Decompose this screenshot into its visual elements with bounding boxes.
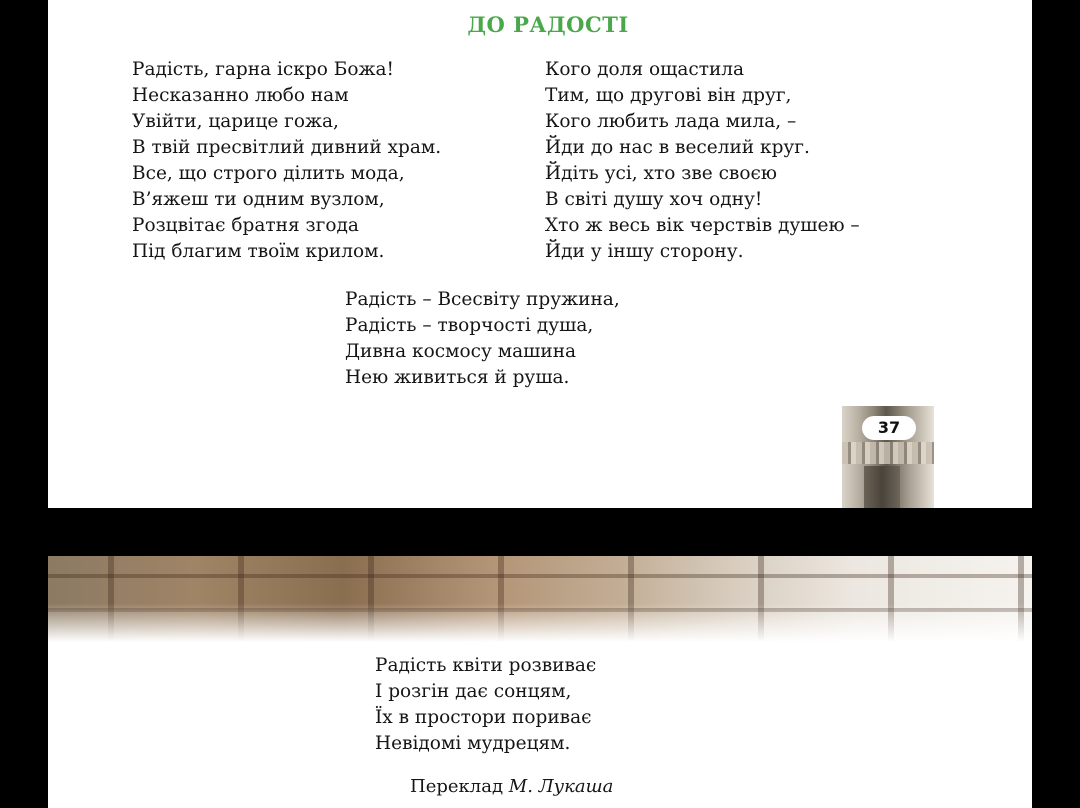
poem-line: Радість квіти розвиває [375, 655, 597, 676]
poem-line: Все, що строго ділить мода, [132, 163, 405, 184]
poem-line: Йди у іншу сторону. [545, 241, 744, 262]
stanza-3 [345, 287, 620, 391]
poem-line: І розгін дає сонцям, [375, 681, 572, 702]
poem-line: Їх в простори пориває [375, 707, 592, 728]
page-number: 37 [862, 416, 916, 440]
poem-line: Нею живиться й руша. [345, 367, 570, 388]
poem-title: ДО РАДОСТІ [467, 12, 629, 37]
book-page-bottom [48, 556, 1032, 808]
poem-line: Радість – Всесвіту пружина, [345, 289, 620, 310]
poem-line: Під благим твоїм крилом. [132, 241, 385, 262]
stanza-1 [132, 57, 441, 265]
translation-label: Переклад [410, 776, 504, 797]
poem-line: В твій пресвітлий дивний храм. [132, 137, 442, 158]
poem-line: В’яжеш ти одним вузлом, [132, 189, 385, 210]
poem-line: Невідомі мудрецям. [375, 733, 571, 754]
illustration-fade [48, 556, 1032, 642]
poem-line: Йдіть усі, хто зве своєю [545, 163, 777, 184]
translation-credit [410, 776, 613, 797]
poem-line: Тим, що другові він друг, [545, 85, 792, 106]
book-page-top [48, 0, 1032, 508]
poem-line: Кого любить лада мила, – [545, 111, 797, 132]
stanza-2 [545, 57, 860, 265]
poem-line: Увійти, царице гожа, [132, 111, 339, 132]
poem-line: Радість, гарна іскро Божа! [132, 59, 394, 80]
poem-line: Розцвітає братня згода [132, 215, 359, 236]
poem-line: В світі душу хоч одну! [545, 189, 763, 210]
poem-line: Радість – творчості душа, [345, 315, 594, 336]
translator-name: М. Лукаша [508, 776, 614, 797]
poem-line: Несказанно любо нам [132, 85, 349, 106]
poem-line: Кого доля ощастила [545, 59, 745, 80]
stanza-4 [375, 653, 596, 757]
poem-line: Хто ж весь вік черствів душею – [545, 215, 860, 236]
poem-line: Йди до нас в веселий круг. [545, 137, 810, 158]
poem-line: Дивна космосу машина [345, 341, 577, 362]
